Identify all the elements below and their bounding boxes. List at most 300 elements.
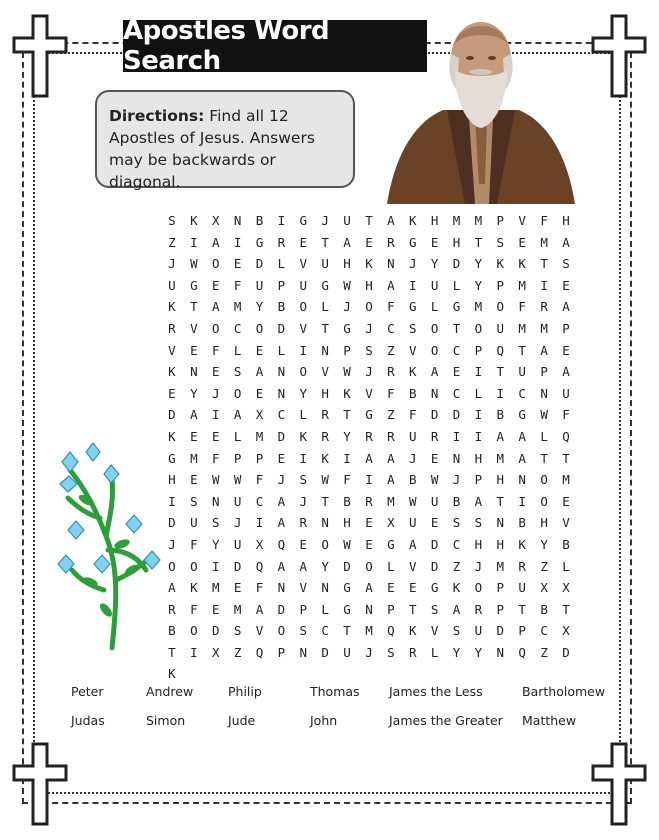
grid-letter: D	[168, 515, 176, 531]
grid-letter: G	[321, 277, 329, 293]
grid-letter: F	[190, 601, 198, 617]
grid-letter: A	[387, 450, 395, 466]
grid-letter: K	[452, 580, 461, 596]
grid-letter: I	[540, 277, 548, 293]
grid-letter: Q	[562, 428, 570, 444]
grid-letter: U	[408, 515, 417, 531]
grid-letter: Q	[255, 558, 264, 574]
grid-letter: L	[540, 428, 548, 444]
grid-letter: P	[496, 601, 505, 617]
grid-letter: I	[408, 277, 417, 293]
grid-letter: A	[211, 234, 220, 250]
grid-letter: D	[496, 623, 505, 639]
grid-letter: D	[277, 428, 286, 444]
grid-letter: H	[496, 536, 505, 552]
grid-letter: A	[387, 472, 395, 488]
grid-letter: H	[168, 472, 176, 488]
grid-letter: G	[343, 320, 351, 336]
grid-letter: D	[430, 536, 439, 552]
grid-letter: Z	[540, 644, 548, 660]
grid-letter: Q	[277, 536, 286, 552]
grid-letter: E	[255, 342, 264, 358]
grid-letter: X	[255, 536, 264, 552]
grid-letter: Q	[518, 644, 526, 660]
grid-letter: A	[255, 364, 264, 380]
grid-letter: E	[190, 428, 198, 444]
grid-letter: G	[343, 601, 351, 617]
grid-letter: H	[430, 213, 439, 228]
grid-letter: U	[343, 213, 351, 228]
grid-letter: D	[168, 407, 176, 423]
grid-letter: R	[387, 428, 395, 444]
grid-letter: D	[211, 623, 220, 639]
grid-letter: A	[518, 450, 526, 466]
grid-letter: X	[211, 644, 220, 660]
grid-letter: J	[452, 472, 461, 488]
grid-letter: R	[540, 299, 548, 315]
grid-letter: N	[321, 580, 329, 596]
grid-letter: K	[190, 213, 198, 228]
grid-letter: E	[211, 428, 220, 444]
grid-letter: T	[321, 320, 329, 336]
grid-letter: S	[299, 472, 308, 488]
grid-letter: T	[190, 299, 198, 315]
grid-letter: V	[168, 342, 176, 358]
grid-letter: T	[562, 601, 570, 617]
grid-letter: O	[277, 623, 286, 639]
word-item: James the Greater	[389, 713, 503, 728]
grid-letter: I	[233, 234, 242, 250]
grid-letter: I	[190, 644, 198, 660]
grid-letter: U	[321, 256, 329, 272]
grid-letter: T	[408, 601, 417, 617]
grid-letter: P	[474, 342, 483, 358]
grid-letter: A	[255, 601, 264, 617]
grid-letter: E	[430, 234, 439, 250]
grid-letter: V	[190, 320, 198, 336]
grid-letter: N	[233, 213, 242, 228]
grid-letter: P	[496, 213, 505, 228]
grid-letter: L	[562, 558, 570, 574]
grid-letter: F	[343, 472, 351, 488]
grid-letter: Y	[540, 536, 548, 552]
word-item: Simon	[146, 713, 186, 728]
grid-letter: U	[518, 364, 526, 380]
grid-letter: W	[343, 277, 351, 293]
grid-letter: O	[430, 342, 439, 358]
cross-icon	[591, 14, 647, 98]
grid-letter: H	[365, 277, 373, 293]
grid-letter: O	[430, 320, 439, 336]
grid-letter: W	[321, 472, 329, 488]
grid-letter: R	[168, 320, 176, 336]
word-item: Matthew	[522, 713, 577, 728]
grid-letter: Y	[343, 428, 351, 444]
grid-letter: T	[540, 256, 548, 272]
grid-letter: J	[168, 256, 176, 272]
grid-letter: J	[211, 385, 220, 401]
grid-letter: V	[408, 342, 417, 358]
grid-letter: Y	[474, 644, 483, 660]
grid-letter: A	[474, 493, 483, 509]
grid-letter: N	[211, 493, 220, 509]
grid-letter: E	[365, 234, 373, 250]
grid-letter: Y	[474, 277, 483, 293]
grid-letter: D	[562, 644, 570, 660]
grid-letter: F	[190, 536, 198, 552]
grid-letter: J	[343, 299, 351, 315]
grid-letter: O	[540, 472, 548, 488]
grid-letter: S	[190, 493, 198, 509]
grid-letter: B	[343, 493, 351, 509]
grid-letter: E	[277, 450, 286, 466]
grid-letter: I	[496, 385, 505, 401]
grid-letter: K	[168, 666, 176, 682]
grid-letter: O	[299, 299, 308, 315]
grid-letter: E	[562, 342, 570, 358]
grid-letter: O	[211, 256, 220, 272]
grid-letter: P	[299, 601, 308, 617]
grid-letter: H	[496, 472, 505, 488]
grid-letter: A	[168, 580, 176, 596]
grid-letter: N	[365, 601, 373, 617]
grid-letter: M	[211, 580, 220, 596]
cross-icon	[12, 742, 68, 826]
grid-letter: B	[540, 601, 548, 617]
grid-letter: G	[452, 299, 461, 315]
grid-letter: S	[430, 601, 439, 617]
grid-letter: E	[518, 234, 526, 250]
grid-letter: C	[540, 623, 548, 639]
grid-letter: E	[365, 515, 373, 531]
grid-letter: S	[168, 213, 176, 228]
grid-letter: D	[430, 558, 439, 574]
grid-letter: J	[277, 472, 286, 488]
grid-letter: E	[452, 364, 461, 380]
grid-letter: M	[452, 213, 461, 228]
grid-letter: F	[562, 407, 570, 423]
grid-letter: T	[343, 407, 351, 423]
grid-letter: E	[562, 277, 570, 293]
word-item: Andrew	[146, 684, 194, 699]
grid-letter: G	[299, 213, 308, 228]
grid-letter: M	[518, 277, 526, 293]
grid-letter: S	[211, 515, 220, 531]
grid-letter: N	[430, 385, 439, 401]
grid-letter: J	[321, 213, 329, 228]
grid-letter: I	[474, 428, 483, 444]
grid-letter: H	[562, 213, 570, 228]
grid-letter: A	[540, 342, 548, 358]
grid-letter: V	[518, 213, 526, 228]
grid-letter: S	[562, 256, 570, 272]
grid-letter: L	[321, 601, 329, 617]
grid-letter: O	[190, 623, 198, 639]
grid-letter: K	[168, 364, 176, 380]
grid-letter: C	[452, 342, 461, 358]
grid-letter: Q	[255, 644, 264, 660]
grid-letter: R	[168, 601, 176, 617]
grid-letter: B	[408, 472, 417, 488]
grid-letter: M	[233, 299, 242, 315]
word-item: John	[310, 713, 338, 728]
grid-letter: A	[343, 234, 351, 250]
grid-letter: R	[474, 601, 483, 617]
grid-letter: D	[452, 407, 461, 423]
grid-letter: P	[277, 277, 286, 293]
grid-letter: M	[518, 320, 526, 336]
grid-letter: O	[299, 364, 308, 380]
grid-letter: N	[452, 450, 461, 466]
word-item: James the Less	[389, 684, 483, 699]
grid-letter: A	[277, 515, 286, 531]
grid-letter: M	[496, 450, 505, 466]
grid-letter: J	[408, 450, 417, 466]
grid-letter: T	[321, 234, 329, 250]
grid-letter: U	[190, 515, 198, 531]
grid-letter: T	[518, 342, 526, 358]
apostle-illustration	[385, 14, 577, 204]
directions-box	[95, 90, 355, 191]
grid-letter: J	[474, 558, 483, 574]
grid-letter: T	[168, 644, 176, 660]
grid-letter: J	[408, 256, 417, 272]
cross-icon	[591, 742, 647, 826]
grid-letter: I	[365, 472, 373, 488]
grid-letter: Y	[255, 299, 264, 315]
grid-letter: Y	[430, 256, 439, 272]
grid-letter: Z	[168, 234, 176, 250]
grid-letter: J	[233, 515, 242, 531]
grid-letter: H	[343, 256, 351, 272]
grid-letter: E	[168, 385, 176, 401]
grid-letter: S	[233, 623, 242, 639]
grid-letter: Z	[540, 558, 548, 574]
grid-letter: N	[299, 644, 308, 660]
grid-letter: E	[190, 342, 198, 358]
grid-letter: E	[233, 256, 242, 272]
grid-letter: X	[255, 407, 264, 423]
grid-letter: R	[518, 558, 526, 574]
grid-letter: A	[452, 601, 461, 617]
grid-letter: C	[277, 407, 286, 423]
grid-letter: O	[540, 493, 548, 509]
grid-letter: A	[387, 277, 395, 293]
grid-letter: W	[408, 493, 417, 509]
grid-letter: C	[387, 320, 395, 336]
grid-letter: T	[343, 623, 351, 639]
grid-letter: G	[408, 234, 417, 250]
grid-letter: W	[430, 472, 439, 488]
grid-letter: H	[474, 450, 483, 466]
grid-letter: B	[518, 515, 526, 531]
grid-letter: D	[233, 558, 242, 574]
grid-letter: A	[365, 580, 373, 596]
grid-letter: Y	[211, 536, 220, 552]
word-item: Thomas	[310, 684, 360, 699]
grid-letter: A	[562, 299, 570, 315]
grid-letter: P	[255, 450, 264, 466]
grid-letter: T	[321, 493, 329, 509]
grid-letter: U	[430, 277, 439, 293]
grid-letter: E	[430, 450, 439, 466]
grid-letter: Y	[190, 385, 198, 401]
grid-letter: S	[452, 515, 461, 531]
grid-letter: G	[518, 407, 526, 423]
grid-letter: K	[343, 385, 351, 401]
grid-letter: V	[255, 623, 264, 639]
grid-letter: E	[299, 536, 308, 552]
cross-icon	[12, 14, 68, 98]
grid-letter: A	[496, 428, 505, 444]
grid-letter: N	[387, 256, 395, 272]
grid-letter: L	[430, 299, 439, 315]
grid-letter: K	[518, 256, 526, 272]
grid-letter: M	[190, 450, 198, 466]
grid-letter: A	[299, 558, 308, 574]
grid-letter: I	[518, 493, 526, 509]
grid-letter: E	[211, 364, 220, 380]
grid-letter: R	[408, 644, 417, 660]
grid-letter: S	[408, 320, 417, 336]
grid-letter: X	[562, 580, 570, 596]
grid-letter: S	[365, 342, 373, 358]
grid-letter: I	[343, 450, 351, 466]
grid-letter: H	[474, 536, 483, 552]
grid-letter: U	[518, 580, 526, 596]
grid-letter: A	[277, 493, 286, 509]
grid-letter: O	[168, 558, 176, 574]
grid-letter: E	[365, 536, 373, 552]
grid-letter: U	[562, 385, 570, 401]
grid-letter: P	[496, 580, 505, 596]
grid-letter: X	[562, 623, 570, 639]
grid-letter: D	[255, 256, 264, 272]
grid-letter: V	[299, 320, 308, 336]
grid-letter: W	[190, 256, 198, 272]
grid-letter: N	[277, 580, 286, 596]
grid-letter: K	[365, 256, 373, 272]
grid-letter: O	[321, 536, 329, 552]
grid-letter: F	[255, 580, 264, 596]
grid-letter: D	[277, 601, 286, 617]
grid-letter: N	[321, 342, 329, 358]
grid-letter: L	[277, 256, 286, 272]
grid-letter: R	[321, 428, 329, 444]
directions-text: Find all 12 Apostles of Jesus. Answers may be backwards or diagonal.	[109, 107, 315, 191]
grid-letter: Q	[387, 623, 395, 639]
grid-letter: I	[255, 515, 264, 531]
word-item: Bartholomew	[522, 684, 606, 699]
grid-letter: Y	[474, 256, 483, 272]
grid-letter: N	[277, 385, 286, 401]
grid-letter: L	[430, 644, 439, 660]
grid-letter: I	[452, 428, 461, 444]
grid-letter: O	[211, 320, 220, 336]
grid-letter: G	[168, 450, 176, 466]
grid-letter: H	[540, 515, 548, 531]
grid-letter: D	[430, 407, 439, 423]
grid-letter: G	[408, 299, 417, 315]
grid-letter: P	[387, 601, 395, 617]
grid-letter: S	[452, 623, 461, 639]
grid-letter: A	[277, 558, 286, 574]
grid-letter: A	[365, 450, 373, 466]
grid-letter: C	[321, 623, 329, 639]
grid-letter: L	[321, 299, 329, 315]
grid-letter: T	[540, 450, 548, 466]
title-banner	[123, 16, 427, 76]
flower-branch-illustration	[46, 440, 164, 650]
grid-letter: R	[387, 234, 395, 250]
grid-letter: K	[168, 428, 176, 444]
grid-letter: K	[408, 213, 417, 228]
grid-letter: M	[233, 601, 242, 617]
grid-letter: U	[168, 277, 176, 293]
grid-letter: E	[255, 385, 264, 401]
grid-letter: S	[299, 623, 308, 639]
grid-letter: B	[168, 623, 176, 639]
grid-letter: N	[190, 364, 198, 380]
grid-letter: I	[168, 493, 176, 509]
word-search-grid	[161, 210, 577, 685]
grid-letter: O	[365, 558, 373, 574]
grid-letter: E	[233, 580, 242, 596]
grid-letter: L	[299, 407, 308, 423]
grid-letter: V	[299, 580, 308, 596]
grid-letter: W	[343, 536, 351, 552]
grid-letter: S	[387, 644, 395, 660]
grid-letter: D	[321, 644, 329, 660]
grid-letter: B	[408, 385, 417, 401]
grid-letter: U	[496, 320, 505, 336]
grid-letter: J	[365, 364, 373, 380]
grid-letter: R	[365, 493, 373, 509]
grid-letter: I	[474, 364, 483, 380]
grid-letter: I	[277, 213, 286, 228]
grid-letter: N	[518, 472, 526, 488]
grid-letter: K	[496, 256, 505, 272]
grid-letter: D	[452, 256, 461, 272]
grid-letter: F	[233, 277, 242, 293]
grid-letter: L	[474, 385, 483, 401]
grid-letter: U	[233, 493, 242, 509]
grid-letter: I	[474, 407, 483, 423]
grid-letter: L	[277, 342, 286, 358]
grid-letter: K	[190, 580, 198, 596]
grid-letter: J	[299, 493, 308, 509]
grid-letter: F	[408, 407, 417, 423]
grid-letter: A	[233, 407, 242, 423]
grid-letter: V	[562, 515, 570, 531]
grid-letter: U	[430, 493, 439, 509]
grid-letter: F	[518, 299, 526, 315]
grid-letter: P	[496, 277, 505, 293]
grid-letter: P	[343, 342, 351, 358]
grid-letter: X	[387, 515, 395, 531]
grid-letter: M	[496, 558, 505, 574]
grid-letter: X	[211, 213, 220, 228]
grid-letter: X	[540, 580, 548, 596]
grid-letter: M	[540, 320, 548, 336]
grid-letter: M	[387, 493, 395, 509]
grid-letter: K	[299, 428, 308, 444]
grid-letter: P	[562, 320, 570, 336]
grid-letter: I	[299, 450, 308, 466]
grid-letter: D	[277, 320, 286, 336]
grid-letter: O	[190, 558, 198, 574]
grid-letter: R	[387, 364, 395, 380]
